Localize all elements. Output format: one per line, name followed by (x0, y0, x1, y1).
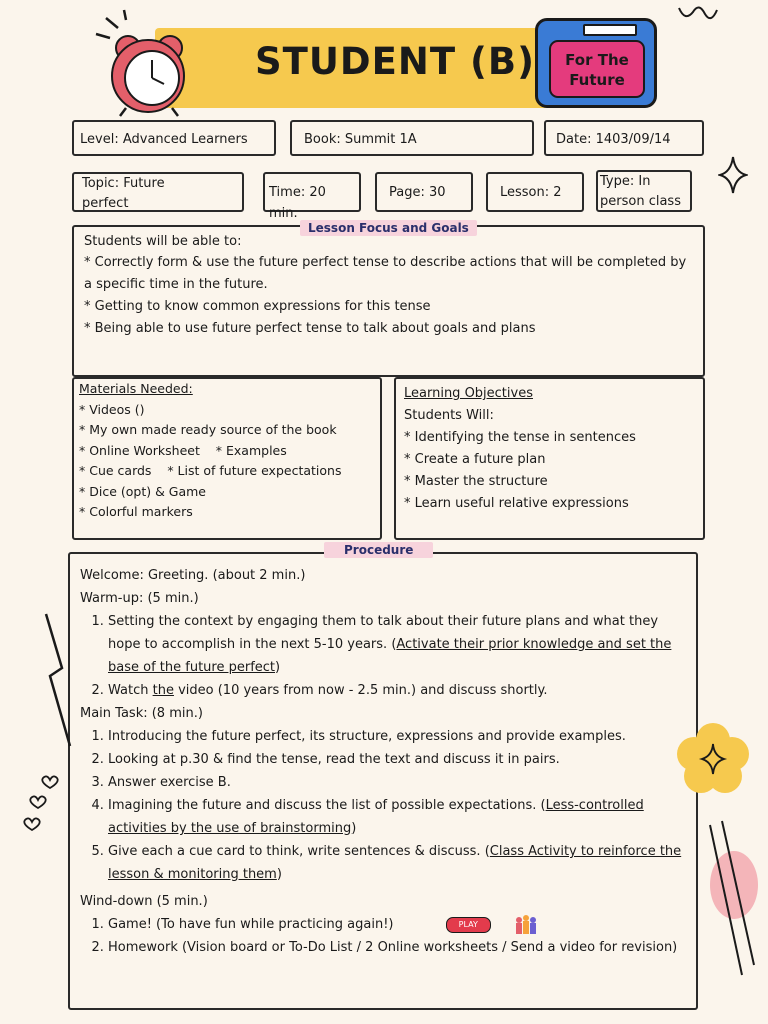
topic-box (72, 172, 244, 212)
procedure-box (68, 552, 698, 1010)
focus-intro: Students will be able to: (84, 234, 242, 249)
focus-item: * Being able to use future perfect tense to talk about goals and plans (84, 321, 536, 336)
list-item: 5. Give each a cue card to think, write sentences & discuss. (Class Activity to reinforce the lesson & monitoring them) (108, 840, 686, 886)
book-box (290, 120, 534, 156)
level-box (72, 120, 276, 156)
materials-item: * Dice (opt) & Game (79, 483, 207, 499)
book-text: Book: Summit 1A (304, 132, 417, 147)
materials-item: * Online Worksheet * Examples (79, 442, 287, 458)
sparkle-icon (718, 155, 748, 195)
main-list (80, 725, 686, 886)
page-box (375, 172, 473, 212)
list-item: 2. Looking at p.30 & find the tense, read the text and discuss it in pairs. (108, 748, 686, 771)
list-item: 2. Watch the video (10 years from now - 2.5 min.) and discuss shortly. (108, 679, 686, 702)
topic-text: Topic: Future perfect (82, 176, 165, 211)
time-text: Time: 20 min. (269, 185, 326, 221)
list-item: 2. Homework (Vision board or To-Do List / 2 Online worksheets / Send a video for revision) (108, 936, 686, 959)
list-item: 1. Setting the context by engaging them to talk about their future plans and what they hope to accomplish in the next 5-10 years. (Activate their prior knowledge and set the base of the future perfect) (108, 610, 686, 679)
time-box (263, 172, 361, 221)
focus-item: * Getting to know common expressions for this tense (84, 299, 431, 314)
lesson-box (486, 172, 584, 212)
lesson-text: Lesson: 2 (500, 185, 562, 200)
focus-box (72, 225, 705, 377)
list-item: 3. Answer exercise B. (108, 771, 686, 794)
materials-item: * Colorful markers (79, 504, 193, 519)
list-item: 4. Imagining the future and discuss the list of possible expectations. (Less-controlled activities by the use of brainstorming) (108, 794, 686, 840)
lightning-icon (40, 610, 75, 750)
warmup-list (80, 610, 686, 702)
welcome-line: Welcome: Greeting. (about 2 min.) (80, 568, 306, 583)
materials-box (72, 377, 382, 540)
type-text: Type: In person class (600, 174, 681, 209)
objectives-intro: Students Will: (404, 408, 494, 423)
date-text: Date: 1403/09/14 (556, 132, 671, 147)
winddown-list (80, 913, 686, 959)
type-box (596, 170, 692, 212)
materials-item: * Videos () (79, 401, 145, 417)
list-item: 1. Introducing the future perfect, its structure, expressions and provide examples. (108, 725, 686, 748)
materials-item: * Cue cards * List of future expectations (79, 463, 342, 478)
alarm-clock-icon (90, 8, 200, 118)
warmup-heading: Warm-up: (5 min.) (80, 591, 199, 606)
materials-label: Materials Needed: (79, 381, 193, 396)
objectives-item: * Learn useful relative expressions (404, 496, 629, 511)
badge-screen (583, 24, 637, 36)
flower-sparkle-icon (672, 718, 754, 800)
objectives-box (394, 377, 705, 540)
date-box (544, 120, 704, 156)
page-title: STUDENT (B) (255, 40, 536, 83)
focus-item: * Correctly form & use the future perfect tense to describe actions that will be completed by a specific time in the future. (84, 255, 687, 292)
objectives-item: * Identifying the tense in sentences (404, 430, 636, 445)
main-heading: Main Task: (8 min.) (80, 706, 203, 721)
objectives-item: * Master the structure (404, 474, 548, 489)
swirl-icon (675, 0, 720, 25)
procedure-label: Procedure (324, 542, 433, 558)
game-pieces-icon (513, 914, 539, 936)
materials-item: * My own made ready source of the book (79, 422, 337, 437)
focus-label: Lesson Focus and Goals (300, 220, 477, 236)
list-item: 1. Game! (To have fun while practicing again!) PLAY (108, 913, 686, 936)
hearts-icon (20, 770, 65, 840)
page-text: Page: 30 (389, 185, 446, 200)
play-button[interactable]: PLAY (446, 917, 491, 933)
objectives-item: * Create a future plan (404, 452, 546, 467)
future-badge: For The Future (549, 40, 645, 98)
level-text: Level: Advanced Learners (80, 132, 248, 147)
pink-stripes-icon (700, 815, 760, 985)
objectives-label: Learning Objectives (404, 386, 533, 401)
winddown-heading: Wind-down (5 min.) (80, 894, 208, 909)
